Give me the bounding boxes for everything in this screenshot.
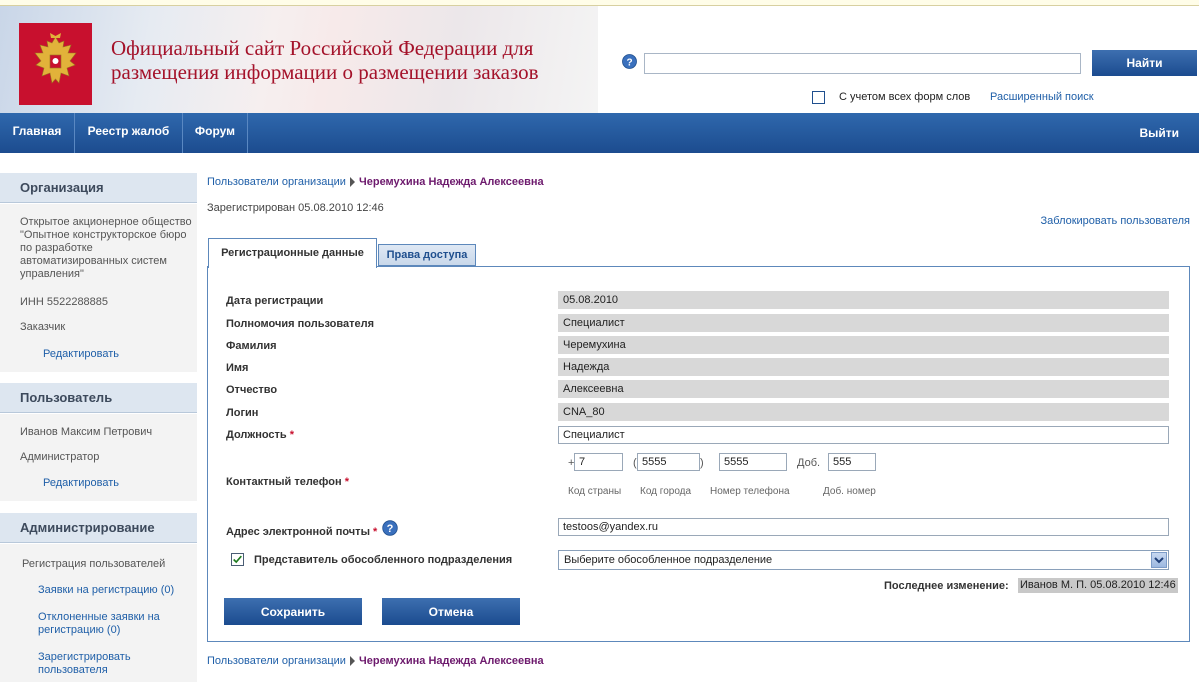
field-label-first-name: Имя (226, 362, 249, 374)
phone-plus: + (568, 457, 575, 469)
field-label-phone (226, 476, 349, 488)
admin-link-rejected[interactable]: Отклоненные заявки на регистрацию (0) (38, 611, 160, 636)
morph-forms-label: С учетом всех форм слов (839, 91, 971, 103)
phone-city-input[interactable]: 5555 (637, 453, 700, 471)
field-value-patronymic: Алексеевна (558, 380, 1169, 398)
email-label-text: Адрес электронной почты (226, 526, 370, 538)
phone-caption-city: Код города (640, 486, 692, 497)
russian-emblem-icon (19, 23, 92, 105)
last-change-value: Иванов М. П. 05.08.2010 12:46 (1020, 579, 1176, 591)
field-value-last-name: Черемухина (558, 336, 1169, 354)
email-input[interactable]: testoos@yandex.ru (558, 518, 1169, 536)
organization-name: Открытое акционерное общество "Опытное конструкторское бюро по разработке автоматизированных систем управления" (20, 216, 192, 280)
position-label-text: Должность (226, 429, 287, 441)
phone-ext-input[interactable]: 555 (828, 453, 876, 471)
chevron-glyph-icon (1152, 553, 1166, 567)
breadcrumb-current: Черемухина Надежда Алексеевна (359, 176, 544, 188)
field-label-email (226, 526, 377, 538)
field-value-registration-date: 05.08.2010 (558, 291, 1169, 309)
user-name: Иванов Максим Петрович (20, 426, 153, 438)
breadcrumb-parent-link[interactable]: Пользователи организации (207, 655, 346, 667)
position-input[interactable]: Специалист (558, 426, 1169, 444)
cancel-button[interactable]: Отмена (382, 598, 520, 625)
branch-representative-label: Представитель обособленного подразделения (254, 554, 513, 566)
sidebar-admin-header: Администрирование (0, 513, 197, 543)
sidebar-organization-box (0, 204, 197, 372)
field-label-patronymic: Отчество (226, 384, 278, 396)
site-title (111, 36, 601, 84)
site-title-line1: Официальный сайт Российской Федерации для (111, 36, 534, 60)
breadcrumb-arrow-icon (350, 177, 355, 187)
field-label-login: Логин (226, 407, 259, 419)
search-input[interactable] (644, 53, 1081, 74)
organization-role: Заказчик (20, 321, 66, 333)
user-edit-link[interactable]: Редактировать (43, 477, 119, 489)
field-label-registration-date: Дата регистрации (226, 295, 324, 307)
phone-ext-label: Доб. (797, 457, 821, 469)
phone-country-input[interactable]: 7 (574, 453, 623, 471)
phone-open-paren: ( (633, 457, 637, 469)
sidebar-user-box (0, 414, 197, 501)
tab-access-rights[interactable]: Права доступа (378, 244, 476, 266)
check-icon (232, 554, 243, 565)
branch-select-value: Выберите обособленное подразделение (564, 554, 773, 566)
sidebar-organization-header: Организация (0, 173, 197, 203)
phone-number-input[interactable]: 5555 (719, 453, 787, 471)
save-button[interactable]: Сохранить (224, 598, 362, 625)
last-change-label: Последнее изменение: (884, 580, 1009, 592)
field-value-login: CNA_80 (558, 403, 1169, 421)
phone-label-text: Контактный телефон (226, 476, 342, 488)
user-role: Администратор (20, 451, 100, 463)
field-value-first-name: Надежда (558, 358, 1169, 376)
admin-link-requests[interactable]: Заявки на регистрацию (0) (38, 584, 175, 596)
svg-text:?: ? (626, 57, 633, 69)
eagle-icon (30, 31, 81, 95)
phone-caption-country: Код страны (568, 486, 622, 497)
organization-edit-link[interactable]: Редактировать (43, 348, 119, 360)
nav-item-complaints[interactable]: Реестр жалоб (75, 113, 183, 153)
nav-item-home[interactable]: Главная (0, 113, 75, 153)
morph-forms-checkbox[interactable] (812, 91, 825, 104)
sidebar-user-header: Пользователь (0, 383, 197, 413)
branch-select[interactable] (558, 550, 1169, 570)
organization-inn: ИНН 5522288885 (20, 296, 109, 308)
field-label-last-name: Фамилия (226, 340, 277, 352)
required-mark: * (373, 526, 378, 538)
field-label-authority: Полномочия пользователя (226, 318, 375, 330)
advanced-search-link[interactable]: Расширенный поиск (990, 91, 1094, 103)
site-header (0, 6, 1199, 113)
help-icon[interactable] (622, 54, 637, 69)
site-title-line2: размещения информации о размещении заказов (111, 60, 539, 84)
nav-item-forum[interactable]: Форум (183, 113, 248, 153)
phone-caption-number: Номер телефона (710, 486, 790, 497)
main-nav (0, 113, 1199, 153)
field-label-position (226, 429, 294, 441)
admin-section-registration: Регистрация пользователей (22, 558, 166, 570)
sidebar-admin-box (0, 544, 197, 682)
breadcrumb-arrow-icon (350, 656, 355, 666)
search-button[interactable]: Найти (1092, 50, 1197, 76)
breadcrumb-parent-link[interactable]: Пользователи организации (207, 176, 346, 188)
phone-caption-ext: Доб. номер (823, 486, 876, 497)
phone-close-paren: ) (700, 457, 704, 469)
registered-date: Зарегистрирован 05.08.2010 12:46 (207, 202, 384, 214)
email-help-icon[interactable] (382, 520, 398, 536)
admin-link-register-user[interactable]: Зарегистрировать пользователя (38, 651, 131, 676)
tab-registration-data[interactable]: Регистрационные данные (208, 238, 377, 268)
required-mark: * (344, 476, 349, 488)
branch-representative-checkbox[interactable] (231, 553, 244, 566)
field-value-authority: Специалист (558, 314, 1169, 332)
chevron-down-icon[interactable] (1151, 552, 1167, 568)
logout-link[interactable]: Выйти (1139, 126, 1179, 140)
breadcrumb-current: Черемухина Надежда Алексеевна (359, 655, 544, 667)
block-user-link[interactable]: Заблокировать пользователя (1040, 215, 1190, 227)
svg-text:?: ? (386, 523, 394, 535)
required-mark: * (289, 429, 295, 441)
